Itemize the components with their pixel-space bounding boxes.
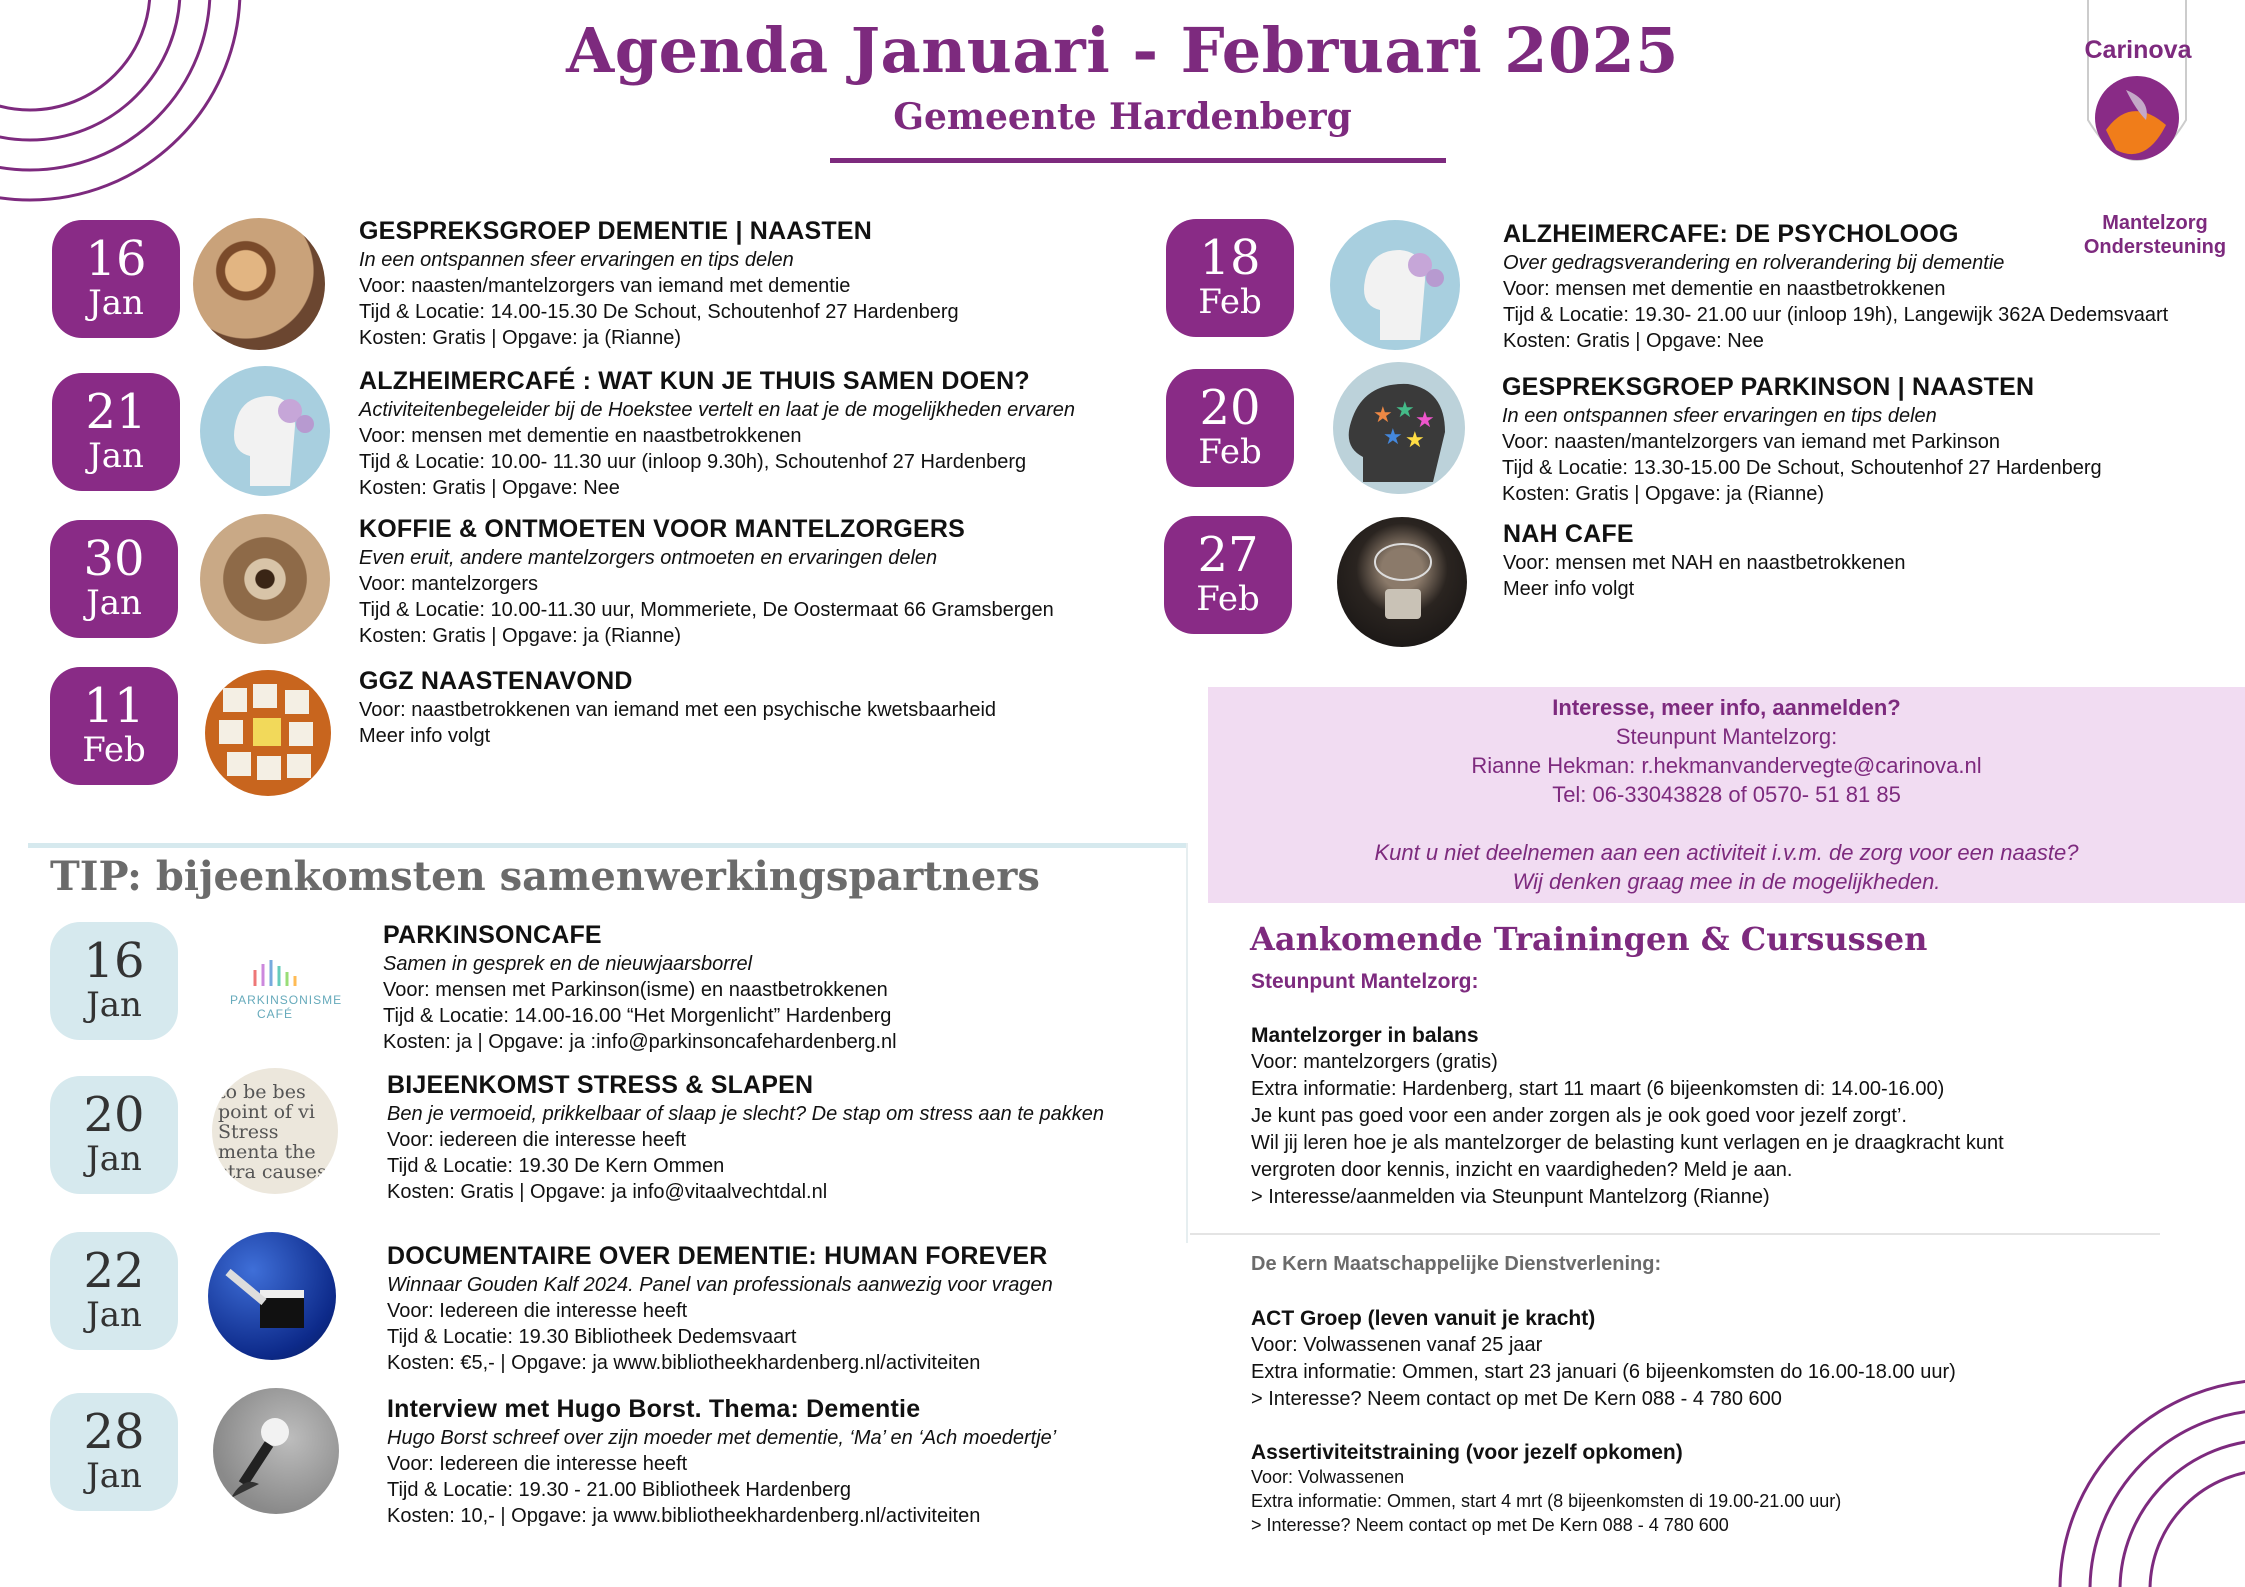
event-title: GGZ NAASTENAVOND [359, 667, 633, 695]
event-card [1503, 518, 2233, 602]
info-phone: Tel: 06-33043828 of 0570- 51 81 85 [1552, 782, 1901, 807]
carinova-logo [2084, 0, 2192, 190]
clapperboard-photo [208, 1232, 336, 1360]
date-badge: 20 Jan [50, 1076, 178, 1194]
event-line: Voor: Iedereen die interesse heeft [387, 1453, 688, 1475]
microphone-photo [213, 1388, 339, 1514]
event-line: Kosten: Gratis | Opgave: Nee [359, 477, 620, 499]
info-contact[interactable]: Rianne Hekman: r.hekmanvandervegte@carinova.nl [1471, 753, 1982, 778]
info-note: Kunt u niet deelnemen aan een activiteit i.v.m. de zorg voor een naaste? [1374, 840, 2079, 865]
event-line: Tijd & Locatie: 19.30 De Kern Ommen [387, 1155, 725, 1177]
logo-tagline-2: Ondersteuning [2083, 236, 2227, 258]
event-title: ALZHEIMERCAFE: DE PSYCHOLOOG [1503, 220, 1959, 248]
event-title: GESPREKSGROEP PARKINSON | NAASTEN [1502, 373, 2035, 401]
date-badge: 11 Feb [50, 667, 178, 785]
org-label: Steunpunt Mantelzorg: [1251, 970, 1479, 993]
trainings-divider [1190, 1233, 2160, 1235]
date-badge: 20 Feb [1166, 369, 1294, 487]
event-card [1503, 218, 2233, 354]
trainings-org2 [1251, 1251, 2211, 1278]
event-line: Kosten: 10,- | Opgave: ja www.bibliotheekhardenberg.nl/activiteiten [387, 1505, 981, 1527]
svg-text:★: ★ [1405, 427, 1425, 452]
logo-tagline-1: Mantelzorg [2102, 212, 2208, 234]
event-line: Tijd & Locatie: 19.30- 21.00 uur (inloop 19h), Langewijk 362A Dedemsvaart [1503, 304, 2169, 326]
trainings-title: Aankomende Trainingen & Cursussen [1250, 920, 1928, 958]
event-line: Voor: naasten/mantelzorgers van iemand met Parkinson [1502, 431, 2001, 453]
training-line: > Interesse? Neem contact op met De Kern 088 - 4 780 600 [1251, 1388, 1782, 1410]
event-title: KOFFIE & ONTMOETEN VOOR MANTELZORGERS [359, 515, 966, 543]
info-note: Wij denken graag mee in de mogelijkheden. [1512, 869, 1941, 894]
event-line: Voor: mensen met NAH en naastbetrokkenen [1503, 552, 1906, 574]
event-line: Tijd & Locatie: 19.30 Bibliotheek Dedemsvaart [387, 1326, 797, 1348]
date-badge: 21 Jan [52, 373, 180, 491]
event-line: Voor: Iedereen die interesse heeft [387, 1300, 688, 1322]
info-line: Steunpunt Mantelzorg: [1615, 724, 1838, 749]
training-line: Extra informatie: Hardenberg, start 11 maart (6 bijeenkomsten di: 14.00-16.00) [1251, 1078, 1945, 1100]
event-card [359, 665, 1159, 749]
event-subtitle: Over gedragsverandering en rolverandering bij dementie [1503, 252, 2005, 274]
date-badge: 22 Jan [50, 1232, 178, 1350]
event-title: GESPREKSGROEP DEMENTIE | NAASTEN [359, 217, 873, 245]
svg-text:★: ★ [1383, 424, 1403, 449]
head-puzzle-photo [200, 366, 330, 496]
org-label: De Kern Maatschappelijke Dienstverlening: [1251, 1253, 1662, 1275]
svg-text:★: ★ [1415, 407, 1435, 432]
event-subtitle: Hugo Borst schreef over zijn moeder met dementie, ‘Ma’ en ‘Ach moedertje’ [387, 1427, 1057, 1449]
training-block [1251, 1305, 2211, 1413]
event-line: Voor: mensen met dementie en naastbetrokkenen [1503, 278, 1946, 300]
date-badge: 18 Feb [1166, 219, 1294, 337]
contact-info-box [1208, 687, 2245, 903]
date-badge: 27 Feb [1164, 516, 1292, 634]
training-title: Mantelzorger in balans [1251, 1024, 1479, 1047]
date-badge: 16 Jan [52, 220, 180, 338]
event-line: Voor: mensen met dementie en naastbetrokkenen [359, 425, 802, 447]
parkinsonisme-cafe-logo [210, 958, 343, 1028]
event-card [387, 1069, 1177, 1205]
logo-brand: Carinova [2084, 36, 2192, 64]
event-title: Interview met Hugo Borst. Thema: Dementie [387, 1395, 921, 1423]
event-title: BIJEENKOMST STRESS & SLAPEN [387, 1071, 814, 1099]
training-line: Extra informatie: Ommen, start 4 mrt (8 bijeenkomsten di 19.00-21.00 uur) [1251, 1491, 1842, 1511]
tip-title: TIP: bijeenkomsten samenwerkingspartners [50, 853, 1040, 900]
event-subtitle: In een ontspannen sfeer ervaringen en tips delen [1502, 405, 1937, 427]
event-line: Kosten: Gratis | Opgave: ja (Rianne) [359, 625, 682, 647]
event-line: Tijd & Locatie: 10.00- 11.30 uur (inloop 9.30h), Schoutenhof 27 Hardenberg [359, 451, 1027, 473]
brain-cup-photo [1337, 517, 1467, 647]
event-subtitle: Ben je vermoeid, prikkelbaar of slaap je slecht? De stap om stress aan te pakken [387, 1103, 1105, 1125]
event-line: Kosten: €5,- | Opgave: ja www.bibliotheekhardenberg.nl/activiteiten [387, 1352, 981, 1374]
event-line: Kosten: Gratis | Opgave: ja info@vitaalvechtdal.nl [387, 1181, 828, 1203]
date-badge: 16 Jan [50, 922, 178, 1040]
training-line: Je kunt pas goed voor een ander zorgen als je ook goed voor jezelf zorgt’. [1251, 1105, 1907, 1127]
event-title: ALZHEIMERCAFÉ : WAT KUN JE THUIS SAMEN DOEN? [359, 367, 1030, 395]
training-block [1251, 1441, 2211, 1537]
svg-text:★: ★ [1373, 402, 1393, 427]
logo-shield-icon [2086, 0, 2188, 190]
event-subtitle: Activiteitenbegeleider bij de Hoekstee vertelt en laat je de mogelijkheden ervaren [359, 399, 1075, 421]
event-line: Tijd & Locatie: 19.30 - 21.00 Bibliotheek Hardenberg [387, 1479, 851, 1501]
event-subtitle: In een ontspannen sfeer ervaringen en tips delen [359, 249, 794, 271]
event-line: Kosten: Gratis | Opgave: Nee [1503, 330, 1764, 352]
event-card [359, 513, 1159, 649]
event-title: PARKINSONCAFE [383, 921, 602, 949]
training-line: Wil jij leren hoe je als mantelzorger de belasting kunt verlagen en je draagkracht kunt [1251, 1132, 2004, 1154]
training-title: ACT Groep (leven vanuit je kracht) [1251, 1307, 1596, 1330]
info-heading: Interesse, meer info, aanmelden? [1552, 695, 1901, 720]
tip-vertical-divider [1186, 843, 1188, 1243]
event-line: Meer info volgt [1503, 578, 1635, 600]
event-line: Kosten: Gratis | Opgave: ja (Rianne) [359, 327, 682, 349]
svg-text:★: ★ [1395, 397, 1415, 422]
date-badge: 28 Jan [50, 1393, 178, 1511]
event-subtitle: Even eruit, andere mantelzorgers ontmoeten en ervaringen delen [359, 547, 938, 569]
title-underline [830, 158, 1446, 163]
event-title: NAH CAFE [1503, 520, 1634, 548]
event-line: Kosten: ja | Opgave: ja :info@parkinsoncafehardenberg.nl [383, 1031, 897, 1053]
event-line: Voor: iedereen die interesse heeft [387, 1129, 687, 1151]
event-card [1502, 371, 2232, 507]
event-line: Kosten: Gratis | Opgave: ja (Rianne) [1502, 483, 1825, 505]
training-line: Voor: mantelzorgers (gratis) [1251, 1051, 1498, 1073]
parkinsonisme-logo-text: PARKINSONISME CAFÉ [230, 993, 343, 1021]
coffee-cups-photo [200, 514, 330, 644]
event-subtitle: Samen in gesprek en de nieuwjaarsborrel [383, 953, 753, 975]
page-title: Agenda Januari - Februari 2025 [566, 14, 1679, 87]
event-card [383, 919, 1163, 1055]
event-line: Tijd & Locatie: 14.00-16.00 “Het Morgenlicht” Hardenberg [383, 1005, 892, 1027]
event-line: Tijd & Locatie: 13.30-15.00 De Schout, Schoutenhof 27 Hardenberg [1502, 457, 2102, 479]
event-line: Voor: naasten/mantelzorgers van iemand met dementie [359, 275, 851, 297]
head-stars-photo [1333, 362, 1465, 494]
trainings-org1 [1251, 968, 2211, 995]
sticky-notes-photo [205, 670, 331, 796]
event-line: Meer info volgt [359, 725, 491, 747]
training-line: vergroten door kennis, inzicht en vaardigheden? Meld je aan. [1251, 1159, 1793, 1181]
training-title: Assertiviteitstraining (voor jezelf opkomen) [1251, 1441, 1683, 1464]
logo-bars-icon [245, 958, 305, 988]
event-subtitle: Winnaar Gouden Kalf 2024. Panel van professionals aanwezig voor vragen [387, 1274, 1053, 1296]
event-line: Voor: mensen met Parkinson(isme) en naastbetrokkenen [383, 979, 888, 1001]
event-card [359, 365, 1159, 501]
page-subtitle: Gemeente Hardenberg [893, 96, 1352, 138]
tip-divider [28, 843, 1186, 848]
event-line: Tijd & Locatie: 10.00-11.30 uur, Mommeriete, De Oostermaat 66 Gramsbergen [359, 599, 1054, 621]
event-title: DOCUMENTAIRE OVER DEMENTIE: HUMAN FOREVER [387, 1242, 1048, 1270]
training-line: Voor: Volwassenen [1251, 1467, 1405, 1487]
training-line: Voor: Volwassenen vanaf 25 jaar [1251, 1334, 1543, 1356]
event-line: Tijd & Locatie: 14.00-15.30 De Schout, Schoutenhof 27 Hardenberg [359, 301, 959, 323]
training-line: > Interesse/aanmelden via Steunpunt Mantelzorg (Rianne) [1251, 1186, 1770, 1208]
event-card [359, 215, 1139, 351]
date-badge: 30 Jan [50, 520, 178, 638]
training-line: > Interesse? Neem contact op met De Kern 088 - 4 780 600 [1251, 1515, 1729, 1535]
stress-text-photo [212, 1068, 338, 1194]
head-puzzle-photo [1330, 220, 1460, 350]
event-line: Voor: naastbetrokkenen van iemand met een psychische kwetsbaarheid [359, 699, 997, 721]
event-line: Voor: mantelzorgers [359, 573, 538, 595]
coffee-table-photo [193, 218, 325, 350]
event-card [387, 1240, 1177, 1376]
event-card [387, 1393, 1177, 1529]
training-line: Extra informatie: Ommen, start 23 januari (6 bijeenkomsten do 16.00-18.00 uur) [1251, 1361, 1956, 1383]
stress-image-text: to be bes point of vi Stress menta the stra causes [218, 1081, 327, 1183]
training-block [1251, 1022, 2211, 1211]
